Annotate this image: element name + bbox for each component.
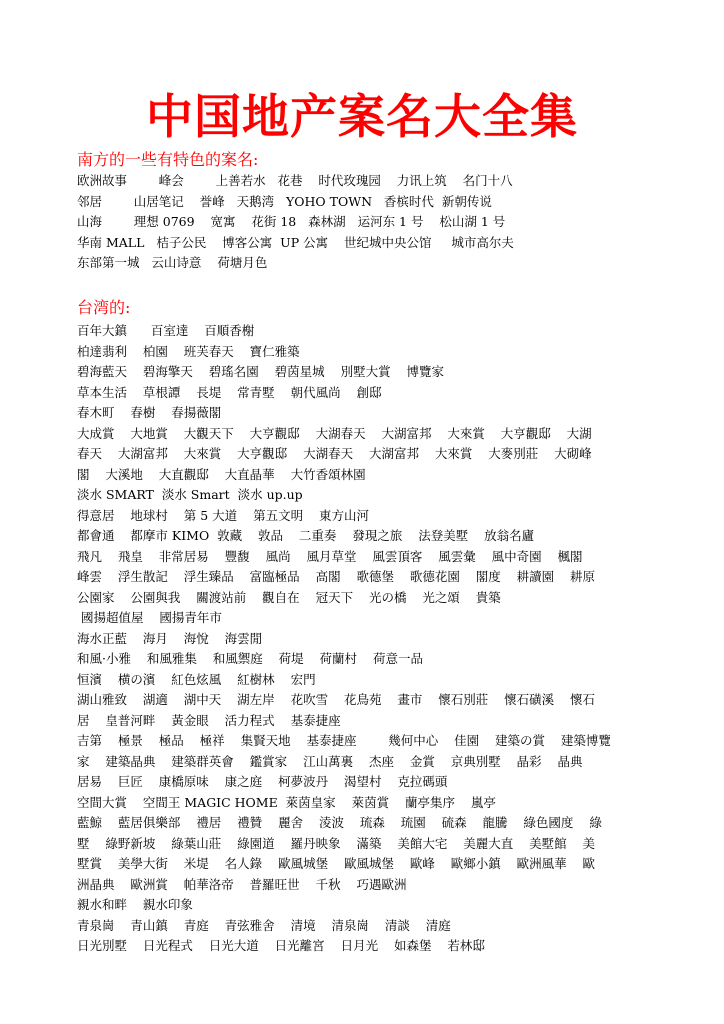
name-line: 居易 巨匠 康橋原味 康之庭 柯夢波丹 渴望村 克拉碼頭 [77, 774, 448, 789]
name-line: 和風·小雅 和風雅集 和風禦庭 荷堤 荷蘭村 荷意一品 [77, 651, 423, 666]
name-line: 都會通 都摩市 KIMO 敦藏 敦品 二重奏 發現之旅 法登美墅 放翁名廬 [77, 528, 535, 543]
name-line: 欧洲故事 峰会 上善若水 花巷 时代玫瑰园 力讯上筑 名门十八 [77, 173, 513, 188]
name-line: 春天 大湖富邦 大來賞 大亨觀邸 大湖春天 大湖富邦 大來賞 大麥別莊 大砌峰 [77, 446, 592, 461]
name-line: 得意居 地球村 第 5 大道 第五文明 東方山河 [77, 507, 369, 523]
document-title: 中国地产案名大全集 [146, 90, 578, 145]
name-line: 海水正藍 海月 海悅 海雲閒 [77, 630, 263, 646]
name-line: 日光別墅 日光程式 日光大道 日光離宮 日月光 如森堡 若林邸 [77, 938, 485, 953]
name-line: 湖山雅致 湖適 湖中天 湖左岸 花吹雪 花鳥苑 畫市 懷石別莊 懷石磺溪 懷石 [77, 692, 596, 707]
name-line: 大成賞 大地賞 大觀天下 大亨觀邸 大湖春天 大湖富邦 大來賞 大亨觀邸 大湖 [77, 425, 592, 441]
name-line: 华南 MALL 桔子公民 博客公寓 UP 公寓 世纪城中央公馆 城市高尔夫 [77, 234, 514, 250]
name-line: 飛凡 飛皇 非常居易 豐馥 風尚 風月草堂 風雲頂客 風雲彙 風中奇園 楓閣 [77, 548, 583, 564]
name-line: 國揚超值屋 國揚青年市 [77, 610, 222, 625]
name-line: 閣 大溪地 大直觀邸 大直晶華 大竹香頌林園 [77, 466, 366, 482]
name-line: 邻居 山居笔记 誉峰 天鹅湾 YOHO TOWN 香槟时代 新朝传说 [77, 193, 492, 209]
name-line: 淡水 SMART 淡水 Smart 淡水 up.up [77, 487, 303, 502]
name-line: 公園家 公園與我 關渡站前 觀自在 冠天下 光の橋 光之頌 貴築 [77, 589, 501, 605]
name-line: 柏達翡利 柏園 班芙春天 寶仁雅築 [77, 343, 300, 359]
name-line: 藍鯨 藍居俱樂部 禮居 禮贊 麗舍 淩波 琉森 琉園 硫森 龍騰 綠色國度 綠 [77, 815, 602, 830]
name-line: 东部第一城 云山诗意 荷塘月色 [77, 255, 268, 270]
name-line: 春木町 春樹 春揚薇閣 [77, 405, 222, 420]
name-list-taiwan [77, 321, 657, 957]
name-line: 恒濱 横の濱 紅色炫風 紅樹林 宏門 [77, 671, 316, 687]
name-line: 墅 綠野新坡 綠葉山莊 綠園道 羅丹映象 滿築 美館大宅 美麗大直 美墅館 美 [77, 835, 596, 851]
section-heading-south: 南方的一些有特色的案名: [77, 150, 259, 169]
name-line: 草本生活 草根譚 長堤 常青墅 朝代風尚 創邸 [77, 384, 382, 400]
name-line: 洲晶典 歐洲賞 帕華洛帝 普羅旺世 千秋 巧遇歐洲 [77, 876, 407, 892]
name-list-south [77, 171, 657, 274]
name-line: 吉第 極景 極品 極祥 集賢天地 基泰捷座 幾何中心 佳園 建築の賞 建築博覽 [77, 733, 611, 748]
name-line: 峰雲 浮生散記 浮生臻品 富臨極品 高閣 歌德堡 歌德花園 閣度 耕讀園 耕原 [77, 569, 596, 584]
name-line: 空間大賞 空間王 MAGIC HOME 萊茵皇家 萊茵賞 蘭亭集序 嵐亭 [77, 794, 496, 810]
name-line: 親水和畔 親水印象 [77, 897, 193, 912]
name-line: 山海 理想 0769 宽寓 花街 18 森林湖 运河东 1 号 松山湖 1 号 [77, 214, 506, 229]
name-line: 碧海藍天 碧海擎天 碧瑤名園 碧茵星城 別墅大賞 博覽家 [77, 364, 444, 379]
name-line: 墅賞 美學大街 米堤 名人錄 歐風城堡 歐風城堡 歐峰 歐鄉小鎮 歐洲風華 歐 [77, 856, 596, 871]
name-line: 居 皇普河畔 黃金眼 活力程式 基泰捷座 [77, 712, 341, 728]
name-line: 百年大鎮 百室達 百順香榭 [77, 323, 255, 338]
section-heading-taiwan: 台湾的: [77, 298, 131, 317]
name-line: 家 建築晶典 建築群英會 鑑賞家 江山萬裏 杰座 金賞 京典別墅 晶彩 晶典 [77, 753, 583, 769]
name-line: 青泉崗 青山鎮 青庭 青弦雅舍 清境 清泉崗 清談 清庭 [77, 917, 451, 933]
